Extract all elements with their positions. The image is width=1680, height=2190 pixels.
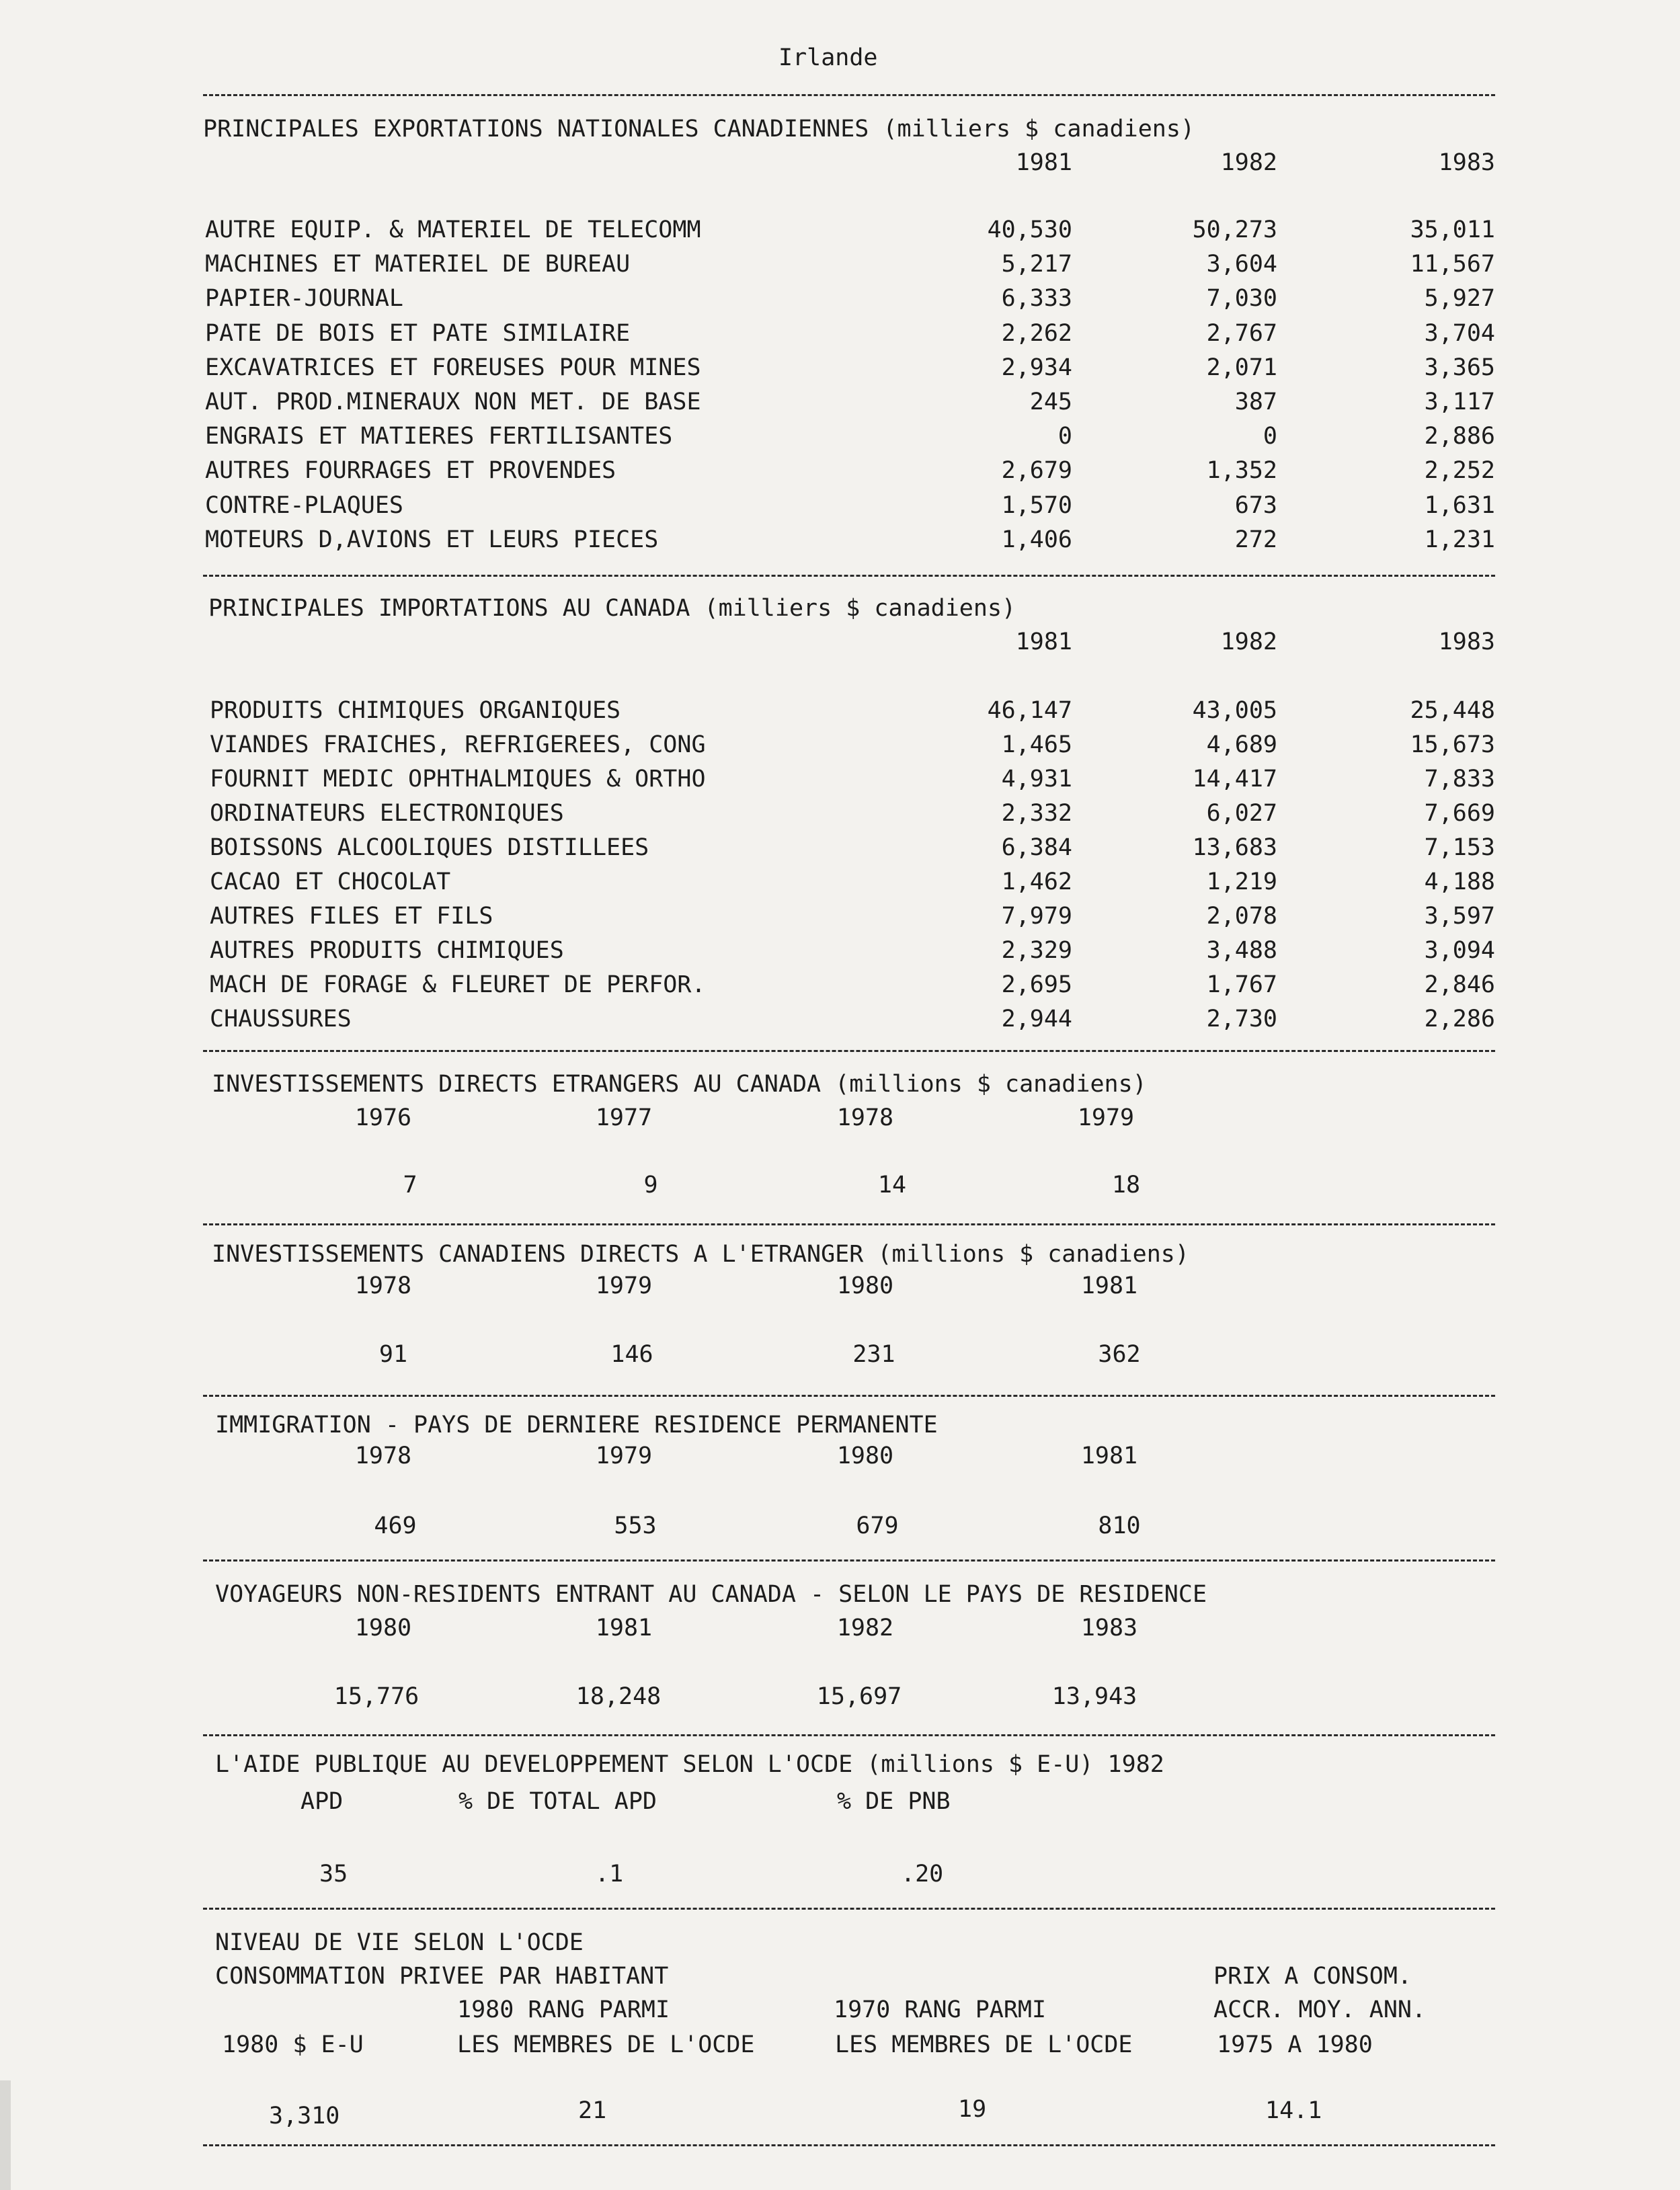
divider <box>203 1395 1495 1397</box>
row-value: 6,027 <box>1206 800 1277 827</box>
divider <box>203 1223 1495 1225</box>
travellers-value: 13,943 <box>1051 1683 1137 1710</box>
immigration-value: 469 <box>374 1512 417 1539</box>
row-value: 2,286 <box>1424 1006 1495 1032</box>
row-value: 2,078 <box>1206 903 1277 930</box>
fdi-out-value: 146 <box>610 1341 653 1368</box>
row-value: 11,567 <box>1410 251 1495 278</box>
row-value: 2,767 <box>1206 319 1277 347</box>
divider <box>203 575 1495 577</box>
fdi-out-title: INVESTISSEMENTS CANADIENS DIRECTS A L'ETRANGER (millions $ canadiens) <box>212 1241 1189 1268</box>
row-value: 35,011 <box>1410 216 1495 243</box>
row-value: 43,005 <box>1192 697 1277 724</box>
row-value: 13,683 <box>1192 834 1277 861</box>
travellers-title: VOYAGEURS NON-RESIDENTS ENTRANT AU CANADA - SELON LE PAYS DE RESIDENCE <box>215 1581 1207 1608</box>
living-value-rang1980: 21 <box>578 2097 607 2124</box>
fdi-out-year: 1981 <box>1080 1272 1138 1299</box>
row-value: 14,417 <box>1192 766 1277 793</box>
fdi-in-year: 1979 <box>1077 1104 1135 1131</box>
page-title: Irlande <box>778 44 878 71</box>
row-value: 2,252 <box>1424 457 1495 485</box>
row-value: 1,462 <box>1001 868 1072 895</box>
living-value-rang1970: 19 <box>958 2096 987 2123</box>
row-value: 1,631 <box>1424 491 1495 519</box>
row-value: 673 <box>1234 491 1277 519</box>
exports-year-1983: 1983 <box>1438 149 1495 176</box>
row-value: 1,465 <box>1001 731 1072 758</box>
row-value: 2,944 <box>1001 1006 1072 1032</box>
living-rang-1970: 1970 RANG PARMI <box>834 1996 1047 2023</box>
row-label: MACH DE FORAGE & FLEURET DE PERFOR. <box>210 971 706 998</box>
row-value: 4,689 <box>1206 731 1277 758</box>
aid-header-total: % DE TOTAL APD <box>458 1788 657 1815</box>
travellers-value: 15,776 <box>333 1683 419 1710</box>
immigration-value: 553 <box>614 1512 657 1539</box>
fdi-out-year: 1980 <box>836 1272 894 1299</box>
fdi-out-year: 1978 <box>354 1272 412 1299</box>
row-label: AUTRES FOURRAGES ET PROVENDES <box>205 457 616 485</box>
row-value: 2,329 <box>1001 937 1072 964</box>
imports-year-1982: 1982 <box>1220 628 1277 655</box>
row-value: 387 <box>1234 389 1277 415</box>
immigration-year: 1979 <box>595 1443 653 1469</box>
row-value: 46,147 <box>987 697 1072 724</box>
aid-value-pnb: .20 <box>901 1861 944 1888</box>
aid-title: L'AIDE PUBLIQUE AU DEVELOPPEMENT SELON L'OCDE (millions $ E-U) 1982 <box>215 1751 1164 1778</box>
row-value: 7,833 <box>1424 766 1495 793</box>
row-label: PAPIER-JOURNAL <box>205 285 404 313</box>
aid-value-apd: 35 <box>319 1861 348 1888</box>
immigration-value: 810 <box>1098 1512 1141 1539</box>
row-value: 3,117 <box>1424 389 1495 415</box>
row-value: 50,273 <box>1192 216 1277 243</box>
living-value-prix: 14.1 <box>1265 2097 1322 2124</box>
row-label: AUTRES PRODUITS CHIMIQUES <box>210 937 564 964</box>
row-value: 4,188 <box>1424 868 1495 895</box>
travellers-year: 1981 <box>595 1615 653 1641</box>
row-label: BOISSONS ALCOOLIQUES DISTILLEES <box>210 834 649 861</box>
row-value: 2,730 <box>1206 1006 1277 1032</box>
row-value: 3,604 <box>1206 251 1277 278</box>
row-value: 7,153 <box>1424 834 1495 861</box>
row-value: 1,352 <box>1206 457 1277 485</box>
fdi-in-value: 9 <box>643 1172 658 1199</box>
fdi-out-year: 1979 <box>595 1272 653 1299</box>
travellers-year: 1982 <box>836 1615 894 1641</box>
fdi-in-title: INVESTISSEMENTS DIRECTS ETRANGERS AU CANADA (millions $ canadiens) <box>212 1071 1147 1098</box>
travellers-value: 18,248 <box>575 1683 662 1710</box>
living-rang-1980: 1980 RANG PARMI <box>457 1996 670 2023</box>
living-membres-2: LES MEMBRES DE L'OCDE <box>835 2031 1133 2058</box>
row-label: PATE DE BOIS ET PATE SIMILAIRE <box>205 319 631 347</box>
row-value: 3,094 <box>1424 937 1495 964</box>
living-period: 1975 A 1980 <box>1217 2031 1373 2058</box>
row-value: 1,406 <box>1001 526 1072 553</box>
row-label: CONTRE-PLAQUES <box>205 491 404 519</box>
row-value: 2,886 <box>1424 423 1495 450</box>
living-prix: PRIX A CONSOM. <box>1213 1963 1412 1990</box>
row-label: CACAO ET CHOCOLAT <box>210 868 451 895</box>
row-value: 0 <box>1263 423 1277 450</box>
row-value: 25,448 <box>1410 697 1495 724</box>
row-value: 272 <box>1234 526 1277 553</box>
travellers-year: 1983 <box>1080 1615 1138 1641</box>
divider <box>203 94 1495 96</box>
living-value-usd: 3,310 <box>269 2103 340 2130</box>
immigration-title: IMMIGRATION - PAYS DE DERNIERE RESIDENCE PERMANENTE <box>215 1412 938 1438</box>
living-usd: 1980 $ E-U <box>222 2031 364 2058</box>
row-value: 1,219 <box>1206 868 1277 895</box>
row-value: 4,931 <box>1001 766 1072 793</box>
fdi-out-value: 91 <box>378 1341 408 1368</box>
row-value: 15,673 <box>1410 731 1495 758</box>
row-value: 2,695 <box>1001 971 1072 998</box>
row-value: 2,846 <box>1424 971 1495 998</box>
fdi-out-value: 362 <box>1098 1341 1141 1368</box>
row-label: ENGRAIS ET MATIERES FERTILISANTES <box>205 423 673 450</box>
row-label: CHAUSSURES <box>210 1006 352 1032</box>
fdi-in-year: 1978 <box>836 1104 894 1131</box>
row-label: AUTRES FILES ET FILS <box>210 903 493 930</box>
exports-title: PRINCIPALES EXPORTATIONS NATIONALES CANADIENNES (milliers $ canadiens) <box>203 116 1195 143</box>
row-value: 5,927 <box>1424 285 1495 313</box>
immigration-value: 679 <box>856 1512 899 1539</box>
immigration-year: 1980 <box>836 1443 894 1469</box>
immigration-year: 1981 <box>1080 1443 1138 1469</box>
row-value: 3,488 <box>1206 937 1277 964</box>
row-value: 1,570 <box>1001 491 1072 519</box>
row-value: 3,704 <box>1424 319 1495 347</box>
exports-year-1982: 1982 <box>1220 149 1277 176</box>
imports-year-1983: 1983 <box>1438 628 1495 655</box>
divider <box>203 1734 1495 1736</box>
travellers-value: 15,697 <box>816 1683 902 1710</box>
row-value: 6,384 <box>1001 834 1072 861</box>
row-label: EXCAVATRICES ET FOREUSES POUR MINES <box>205 354 701 381</box>
row-label: MACHINES ET MATERIEL DE BUREAU <box>205 251 631 278</box>
divider <box>203 1050 1495 1052</box>
exports-year-1981: 1981 <box>1015 149 1072 176</box>
imports-year-1981: 1981 <box>1015 628 1072 655</box>
row-label: VIANDES FRAICHES, REFRIGEREES, CONG <box>210 731 706 758</box>
divider <box>203 2144 1495 2146</box>
row-value: 7,030 <box>1206 285 1277 313</box>
row-value: 1,231 <box>1424 526 1495 553</box>
fdi-in-year: 1977 <box>595 1104 653 1131</box>
row-value: 3,597 <box>1424 903 1495 930</box>
row-value: 5,217 <box>1001 251 1072 278</box>
aid-value-total: .1 <box>595 1861 624 1888</box>
divider <box>203 1559 1495 1562</box>
scan-edge <box>0 2080 11 2190</box>
immigration-year: 1978 <box>354 1443 412 1469</box>
row-value: 40,530 <box>987 216 1072 243</box>
row-value: 7,669 <box>1424 800 1495 827</box>
row-label: PRODUITS CHIMIQUES ORGANIQUES <box>210 697 621 724</box>
travellers-year: 1980 <box>354 1615 412 1641</box>
row-value: 2,934 <box>1001 354 1072 381</box>
row-value: 0 <box>1057 423 1072 450</box>
row-label: AUT. PROD.MINERAUX NON MET. DE BASE <box>205 389 701 415</box>
fdi-in-value: 14 <box>877 1172 907 1199</box>
row-value: 3,365 <box>1424 354 1495 381</box>
aid-header-apd: APD <box>301 1788 344 1815</box>
row-value: 6,333 <box>1001 285 1072 313</box>
fdi-in-value: 18 <box>1111 1172 1141 1199</box>
fdi-out-value: 231 <box>852 1341 895 1368</box>
living-membres-1: LES MEMBRES DE L'OCDE <box>457 2031 755 2058</box>
row-value: 2,679 <box>1001 457 1072 485</box>
living-accr: ACCR. MOY. ANN. <box>1213 1996 1427 2023</box>
living-subtitle: CONSOMMATION PRIVEE PAR HABITANT <box>215 1963 669 1990</box>
row-label: AUTRE EQUIP. & MATERIEL DE TELECOMM <box>205 216 701 243</box>
divider <box>203 1908 1495 1910</box>
row-label: FOURNIT MEDIC OPHTHALMIQUES & ORTHO <box>210 766 706 793</box>
living-title: NIVEAU DE VIE SELON L'OCDE <box>215 1929 584 1956</box>
aid-header-pnb: % DE PNB <box>837 1788 951 1815</box>
row-value: 2,262 <box>1001 319 1072 347</box>
fdi-in-year: 1976 <box>354 1104 412 1131</box>
row-value: 2,332 <box>1001 800 1072 827</box>
fdi-in-value: 7 <box>403 1172 417 1199</box>
row-value: 1,767 <box>1206 971 1277 998</box>
imports-title: PRINCIPALES IMPORTATIONS AU CANADA (milliers $ canadiens) <box>208 595 1016 622</box>
row-value: 7,979 <box>1001 903 1072 930</box>
row-label: ORDINATEURS ELECTRONIQUES <box>210 800 564 827</box>
row-value: 2,071 <box>1206 354 1277 381</box>
row-label: MOTEURS D,AVIONS ET LEURS PIECES <box>205 526 659 553</box>
row-value: 245 <box>1029 389 1072 415</box>
